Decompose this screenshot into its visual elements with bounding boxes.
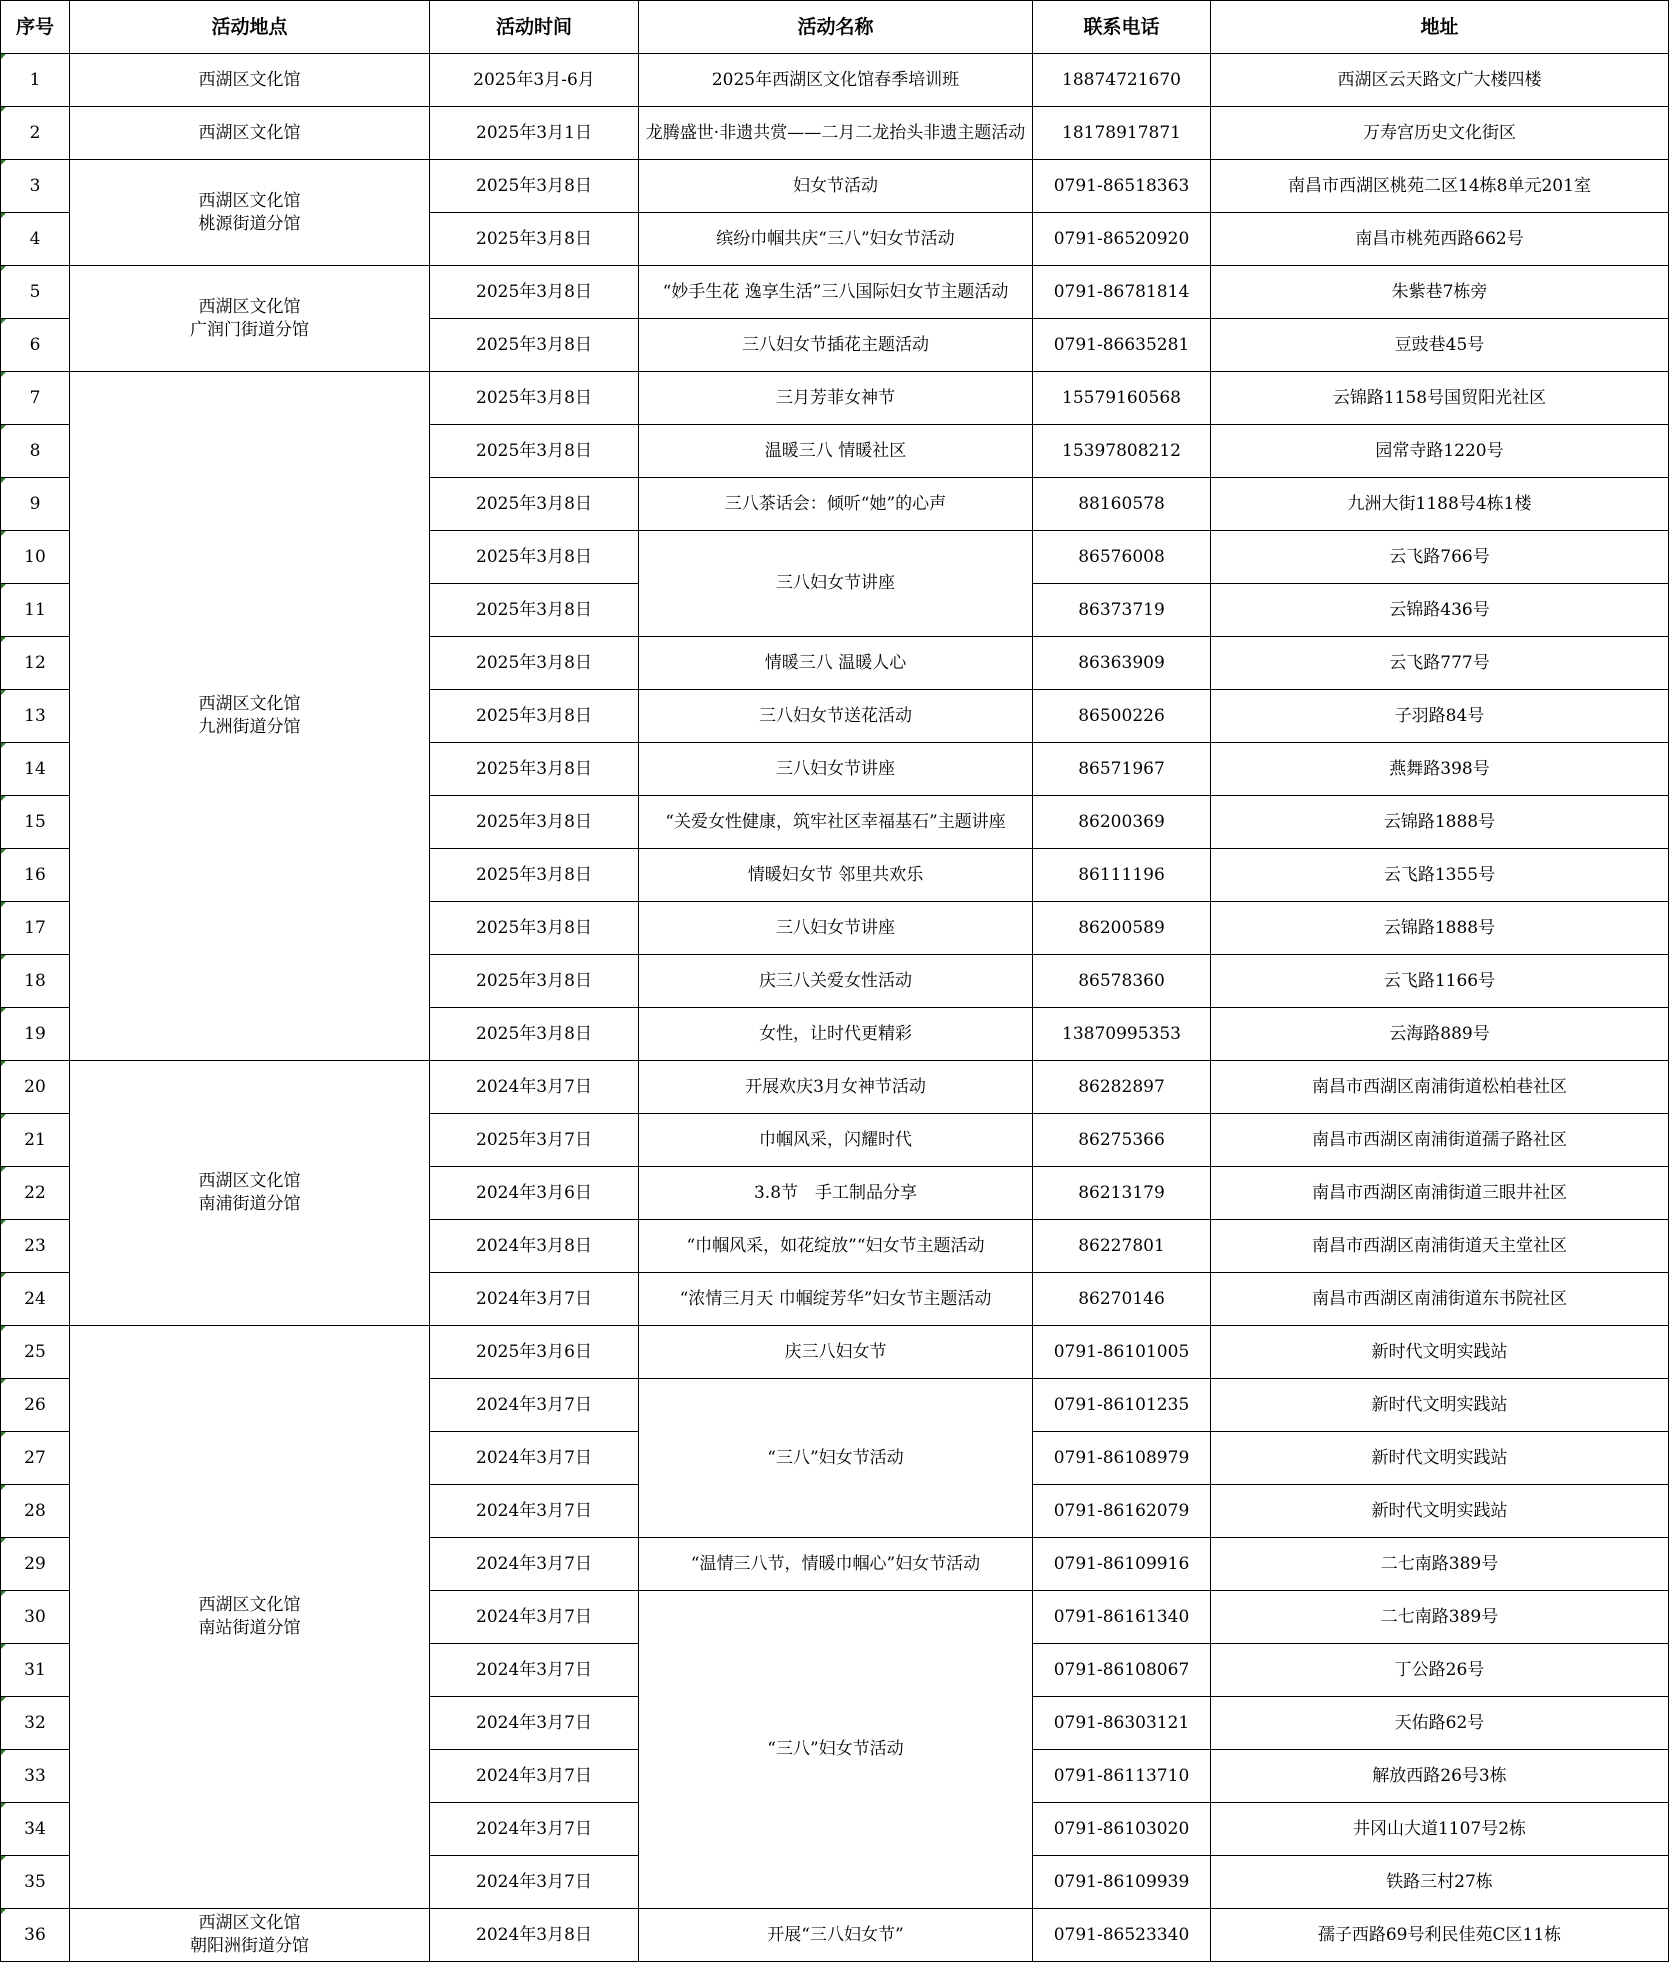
- header-date: 活动时间: [430, 1, 639, 54]
- activity-date: 2024年3月7日: [430, 1061, 639, 1114]
- activity-date: 2025年3月-6月: [430, 54, 639, 107]
- contact-phone: 0791-86103020: [1033, 1803, 1211, 1856]
- header-seq: 序号: [1, 1, 70, 54]
- contact-phone: 86270146: [1033, 1273, 1211, 1326]
- activity-name: 温暖三八 情暖社区: [639, 425, 1033, 478]
- address: 解放西路26号3栋: [1211, 1750, 1669, 1803]
- row-seq: 16: [1, 849, 70, 902]
- row-seq: 4: [1, 213, 70, 266]
- row-seq: 17: [1, 902, 70, 955]
- address: 云锦路1158号国贸阳光社区: [1211, 372, 1669, 425]
- address: 南昌市西湖区南浦街道孺子路社区: [1211, 1114, 1669, 1167]
- address: 云飞路766号: [1211, 531, 1669, 584]
- contact-phone: 0791-86161340: [1033, 1591, 1211, 1644]
- venue-cell: 西湖区文化馆 广润门街道分馆: [70, 266, 430, 372]
- address: 南昌市西湖区南浦街道东书院社区: [1211, 1273, 1669, 1326]
- address: 云飞路777号: [1211, 637, 1669, 690]
- address: 园常寺路1220号: [1211, 425, 1669, 478]
- address: 云飞路1166号: [1211, 955, 1669, 1008]
- row-seq: 3: [1, 160, 70, 213]
- row-seq: 6: [1, 319, 70, 372]
- table-row: [1, 160, 1669, 213]
- row-seq: 35: [1, 1856, 70, 1909]
- address: 二七南路389号: [1211, 1538, 1669, 1591]
- contact-phone: 88160578: [1033, 478, 1211, 531]
- row-seq: 18: [1, 955, 70, 1008]
- address: 九洲大街1188号4栋1楼: [1211, 478, 1669, 531]
- row-seq: 10: [1, 531, 70, 584]
- row-seq: 11: [1, 584, 70, 637]
- address: 朱紫巷7栋旁: [1211, 266, 1669, 319]
- activity-name: 缤纷巾帼共庆“三八”妇女节活动: [639, 213, 1033, 266]
- contact-phone: 15579160568: [1033, 372, 1211, 425]
- contact-phone: 0791-86162079: [1033, 1485, 1211, 1538]
- header-row: [1, 1, 1669, 54]
- activity-name: “妙手生花 逸享生活”三八国际妇女节主题活动: [639, 266, 1033, 319]
- row-seq: 21: [1, 1114, 70, 1167]
- row-seq: 28: [1, 1485, 70, 1538]
- address: 云锦路1888号: [1211, 796, 1669, 849]
- activity-name: 三八妇女节讲座: [639, 743, 1033, 796]
- activity-name: “温情三八节，情暖巾帼心”妇女节活动: [639, 1538, 1033, 1591]
- address: 云海路889号: [1211, 1008, 1669, 1061]
- row-seq: 1: [1, 54, 70, 107]
- row-seq: 33: [1, 1750, 70, 1803]
- address: 燕舞路398号: [1211, 743, 1669, 796]
- activity-name: 情暖三八 温暖人心: [639, 637, 1033, 690]
- address: 孺子西路69号利民佳苑C区11栋: [1211, 1909, 1669, 1962]
- table-row: [1, 1909, 1669, 1962]
- activity-date: 2025年3月7日: [430, 1114, 639, 1167]
- activity-date: 2025年3月8日: [430, 584, 639, 637]
- venue-cell: 西湖区文化馆 桃源街道分馆: [70, 160, 430, 266]
- contact-phone: 0791-86518363: [1033, 160, 1211, 213]
- activity-name: 庆三八妇女节: [639, 1326, 1033, 1379]
- row-seq: 25: [1, 1326, 70, 1379]
- contact-phone: 0791-86520920: [1033, 213, 1211, 266]
- activity-name: 2025年西湖区文化馆春季培训班: [639, 54, 1033, 107]
- contact-phone: 86578360: [1033, 955, 1211, 1008]
- activity-name: “浓情三月天 巾帼绽芳华”妇女节主题活动: [639, 1273, 1033, 1326]
- activity-name: 开展欢庆3月女神节活动: [639, 1061, 1033, 1114]
- address: 新时代文明实践站: [1211, 1379, 1669, 1432]
- contact-phone: 0791-86523340: [1033, 1909, 1211, 1962]
- address: 万寿宫历史文化街区: [1211, 107, 1669, 160]
- activity-date: 2024年3月7日: [430, 1379, 639, 1432]
- contact-phone: 0791-86101235: [1033, 1379, 1211, 1432]
- activity-date: 2025年3月8日: [430, 955, 639, 1008]
- address: 新时代文明实践站: [1211, 1432, 1669, 1485]
- activity-date: 2024年3月7日: [430, 1591, 639, 1644]
- activity-date: 2025年3月8日: [430, 796, 639, 849]
- contact-phone: 86200369: [1033, 796, 1211, 849]
- row-seq: 27: [1, 1432, 70, 1485]
- activity-date: 2025年3月6日: [430, 1326, 639, 1379]
- activity-name: “三八”妇女节活动: [639, 1591, 1033, 1909]
- activity-date: 2025年3月8日: [430, 160, 639, 213]
- contact-phone: 86282897: [1033, 1061, 1211, 1114]
- activity-date: 2025年3月8日: [430, 478, 639, 531]
- activity-name: 情暖妇女节 邻里共欢乐: [639, 849, 1033, 902]
- table-row: [1, 1061, 1669, 1114]
- venue-cell: 西湖区文化馆: [70, 54, 430, 107]
- contact-phone: 15397808212: [1033, 425, 1211, 478]
- contact-phone: 18874721670: [1033, 54, 1211, 107]
- header-venue: 活动地点: [70, 1, 430, 54]
- row-seq: 20: [1, 1061, 70, 1114]
- row-seq: 19: [1, 1008, 70, 1061]
- activity-name: 巾帼风采，闪耀时代: [639, 1114, 1033, 1167]
- venue-cell: 西湖区文化馆 朝阳洲街道分馆: [70, 1909, 430, 1962]
- activity-name: 龙腾盛世·非遗共赏——二月二龙抬头非遗主题活动: [639, 107, 1033, 160]
- contact-phone: 86571967: [1033, 743, 1211, 796]
- address: 铁路三村27栋: [1211, 1856, 1669, 1909]
- activity-date: 2025年3月8日: [430, 1008, 639, 1061]
- activity-date: 2025年3月8日: [430, 690, 639, 743]
- address: 丁公路26号: [1211, 1644, 1669, 1697]
- activity-date: 2025年3月8日: [430, 425, 639, 478]
- activity-name: 三八妇女节插花主题活动: [639, 319, 1033, 372]
- contact-phone: 0791-86108979: [1033, 1432, 1211, 1485]
- header-phone: 联系电话: [1033, 1, 1211, 54]
- activity-date: 2024年3月8日: [430, 1220, 639, 1273]
- row-seq: 12: [1, 637, 70, 690]
- row-seq: 34: [1, 1803, 70, 1856]
- row-seq: 22: [1, 1167, 70, 1220]
- contact-phone: 86363909: [1033, 637, 1211, 690]
- table-row: [1, 266, 1669, 319]
- row-seq: 7: [1, 372, 70, 425]
- activity-date: 2025年3月8日: [430, 319, 639, 372]
- row-seq: 26: [1, 1379, 70, 1432]
- activity-date: 2025年3月8日: [430, 849, 639, 902]
- table-row: [1, 107, 1669, 160]
- header-address: 地址: [1211, 1, 1669, 54]
- contact-phone: 0791-86113710: [1033, 1750, 1211, 1803]
- activity-date: 2024年3月7日: [430, 1697, 639, 1750]
- activity-name: 庆三八关爱女性活动: [639, 955, 1033, 1008]
- contact-phone: 86500226: [1033, 690, 1211, 743]
- address: 云锦路1888号: [1211, 902, 1669, 955]
- contact-phone: 0791-86109939: [1033, 1856, 1211, 1909]
- table-row: [1, 1326, 1669, 1379]
- contact-phone: 0791-86109916: [1033, 1538, 1211, 1591]
- contact-phone: 86213179: [1033, 1167, 1211, 1220]
- row-seq: 32: [1, 1697, 70, 1750]
- activity-name: 三月芳菲女神节: [639, 372, 1033, 425]
- address: 南昌市西湖区南浦街道松柏巷社区: [1211, 1061, 1669, 1114]
- row-seq: 36: [1, 1909, 70, 1962]
- activity-date: 2024年3月7日: [430, 1644, 639, 1697]
- row-seq: 23: [1, 1220, 70, 1273]
- contact-phone: 86227801: [1033, 1220, 1211, 1273]
- contact-phone: 0791-86781814: [1033, 266, 1211, 319]
- row-seq: 2: [1, 107, 70, 160]
- activity-date: 2024年3月6日: [430, 1167, 639, 1220]
- activity-date: 2024年3月7日: [430, 1750, 639, 1803]
- activity-name: 三八妇女节讲座: [639, 902, 1033, 955]
- address: 南昌市西湖区桃苑二区14栋8单元201室: [1211, 160, 1669, 213]
- contact-phone: 86373719: [1033, 584, 1211, 637]
- activity-date: 2024年3月8日: [430, 1909, 639, 1962]
- activity-date: 2024年3月7日: [430, 1803, 639, 1856]
- row-seq: 31: [1, 1644, 70, 1697]
- table-row: [1, 372, 1669, 425]
- contact-phone: 86200589: [1033, 902, 1211, 955]
- activity-date: 2024年3月7日: [430, 1485, 639, 1538]
- address: 新时代文明实践站: [1211, 1326, 1669, 1379]
- address: 云飞路1355号: [1211, 849, 1669, 902]
- row-seq: 15: [1, 796, 70, 849]
- activity-date: 2024年3月7日: [430, 1538, 639, 1591]
- address: 西湖区云天路文广大楼四楼: [1211, 54, 1669, 107]
- activity-date: 2025年3月8日: [430, 902, 639, 955]
- activity-name: 妇女节活动: [639, 160, 1033, 213]
- venue-cell: 西湖区文化馆 南浦街道分馆: [70, 1061, 430, 1326]
- address: 二七南路389号: [1211, 1591, 1669, 1644]
- row-seq: 30: [1, 1591, 70, 1644]
- header-activity-name: 活动名称: [639, 1, 1033, 54]
- row-seq: 13: [1, 690, 70, 743]
- activity-date: 2025年3月1日: [430, 107, 639, 160]
- row-seq: 5: [1, 266, 70, 319]
- row-seq: 14: [1, 743, 70, 796]
- table-row: [1, 54, 1669, 107]
- address: 云锦路436号: [1211, 584, 1669, 637]
- activity-date: 2024年3月7日: [430, 1856, 639, 1909]
- contact-phone: 0791-86101005: [1033, 1326, 1211, 1379]
- contact-phone: 86111196: [1033, 849, 1211, 902]
- activity-name: 3.8节 手工制品分享: [639, 1167, 1033, 1220]
- activity-name: 三八妇女节送花活动: [639, 690, 1033, 743]
- venue-cell: 西湖区文化馆: [70, 107, 430, 160]
- activity-date: 2025年3月8日: [430, 743, 639, 796]
- address: 子羽路84号: [1211, 690, 1669, 743]
- activity-name: “巾帼风采，如花绽放”“妇女节主题活动: [639, 1220, 1033, 1273]
- row-seq: 29: [1, 1538, 70, 1591]
- contact-phone: 13870995353: [1033, 1008, 1211, 1061]
- contact-phone: 86576008: [1033, 531, 1211, 584]
- activity-date: 2025年3月8日: [430, 531, 639, 584]
- activity-date: 2024年3月7日: [430, 1273, 639, 1326]
- row-seq: 24: [1, 1273, 70, 1326]
- venue-cell: 西湖区文化馆 南站街道分馆: [70, 1326, 430, 1909]
- address: 井冈山大道1107号2栋: [1211, 1803, 1669, 1856]
- activity-name: 女性，让时代更精彩: [639, 1008, 1033, 1061]
- activity-name: “三八”妇女节活动: [639, 1379, 1033, 1538]
- activity-name: 三八妇女节讲座: [639, 531, 1033, 637]
- contact-phone: 86275366: [1033, 1114, 1211, 1167]
- address: 新时代文明实践站: [1211, 1485, 1669, 1538]
- contact-phone: 0791-86635281: [1033, 319, 1211, 372]
- contact-phone: 0791-86303121: [1033, 1697, 1211, 1750]
- activity-date: 2025年3月8日: [430, 637, 639, 690]
- activity-name: 开展“三八妇女节”: [639, 1909, 1033, 1962]
- activity-date: 2025年3月8日: [430, 266, 639, 319]
- address: 南昌市西湖区南浦街道三眼井社区: [1211, 1167, 1669, 1220]
- activity-date: 2025年3月8日: [430, 213, 639, 266]
- address: 豆豉巷45号: [1211, 319, 1669, 372]
- venue-cell: 西湖区文化馆 九洲街道分馆: [70, 372, 430, 1061]
- activity-date: 2025年3月8日: [430, 372, 639, 425]
- address: 天佑路62号: [1211, 1697, 1669, 1750]
- contact-phone: 0791-86108067: [1033, 1644, 1211, 1697]
- contact-phone: 18178917871: [1033, 107, 1211, 160]
- address: 南昌市西湖区南浦街道天主堂社区: [1211, 1220, 1669, 1273]
- activity-date: 2024年3月7日: [430, 1432, 639, 1485]
- row-seq: 9: [1, 478, 70, 531]
- activity-name: 三八茶话会：倾听“她”的心声: [639, 478, 1033, 531]
- address: 南昌市桃苑西路662号: [1211, 213, 1669, 266]
- activity-name: “关爱女性健康，筑牢社区幸福基石”主题讲座: [639, 796, 1033, 849]
- row-seq: 8: [1, 425, 70, 478]
